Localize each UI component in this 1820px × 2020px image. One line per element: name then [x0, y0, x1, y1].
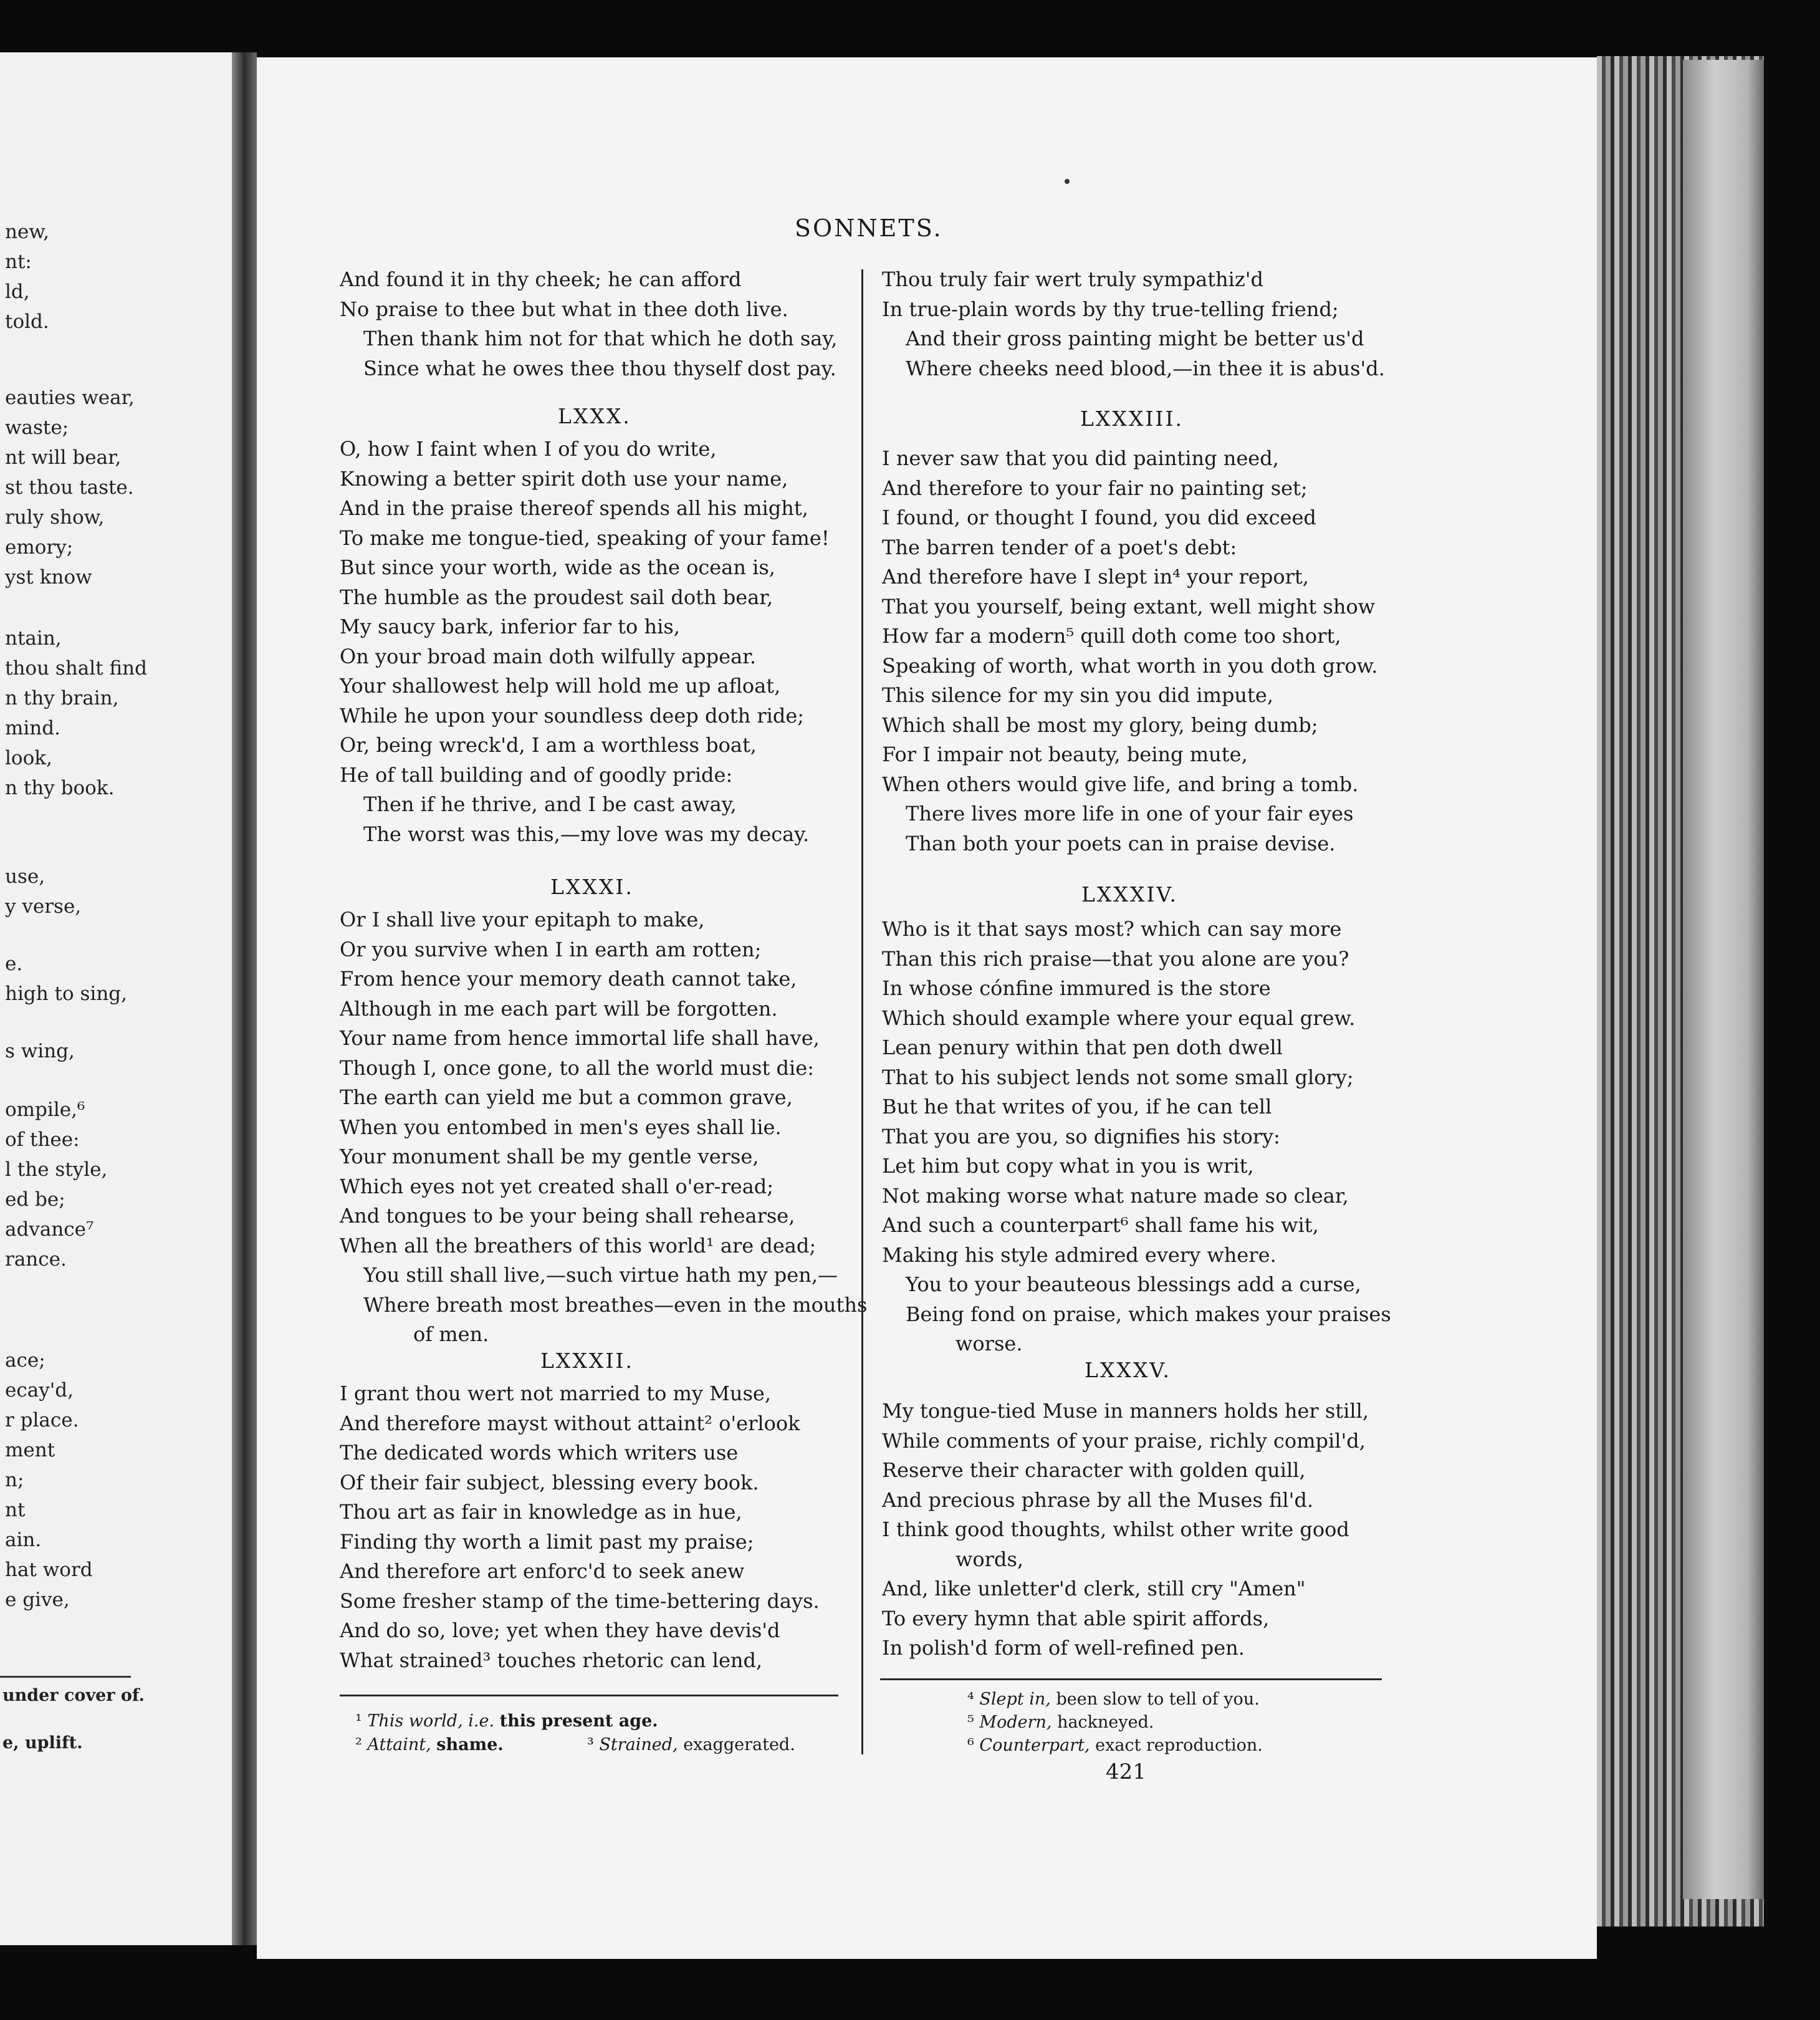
left-page-fragment: [0, 52, 232, 1945]
sonnet-81-line: Where breath most breathes—even in the mouths: [363, 1292, 868, 1317]
sonnet-84-line: You to your beauteous blessings add a curse,: [906, 1272, 1361, 1296]
left-page-line: yst know: [5, 566, 92, 589]
sonnet-80-line: Or, being wreck'd, I am a worthless boat,: [340, 733, 757, 757]
left-page-line: high to sing,: [5, 983, 128, 1005]
sonnet-81-line: Or I shall live your epitaph to make,: [340, 908, 705, 931]
sonnet-80-line: The worst was this,—my love was my decay.: [363, 822, 810, 846]
sonnet-81-line: You still shall live,—such virtue hath my pen,—: [363, 1263, 838, 1287]
sonnet-84-numeral: LXXXIV.: [1081, 882, 1178, 907]
ink-speck: [1065, 179, 1070, 184]
intro-line: Then thank him not for that which he doth say,: [363, 327, 838, 350]
sonnet-81-line: When you entombed in men's eyes shall lie.: [340, 1115, 782, 1139]
sonnet-83-line: I never saw that you did painting need,: [882, 446, 1279, 470]
footnote-1: ¹ This world, i.e. this present age.: [355, 1711, 658, 1731]
sonnet-85-numeral: LXXXV.: [1085, 1358, 1171, 1382]
sonnet-84-line: Than this rich praise—that you alone are you?: [882, 946, 1349, 971]
sonnet-83-line: How far a modern⁵ quill doth come too short,: [882, 624, 1341, 648]
sonnet-84-line: Let him but copy what in you is writ,: [882, 1154, 1254, 1178]
left-page-line: y verse,: [5, 895, 82, 918]
left-page-line: ed be;: [5, 1188, 65, 1211]
left-page-line: waste;: [5, 416, 69, 439]
left-page-line: ld,: [5, 281, 30, 303]
sonnet-81-line: The earth can yield me but a common grave,: [340, 1085, 793, 1109]
footnote-rule-left: [340, 1695, 838, 1696]
left-page-line: emory;: [5, 536, 74, 559]
sonnet-82-line: Finding thy worth a limit past my praise;: [340, 1529, 754, 1554]
sonnet-82-line: The dedicated words which writers use: [340, 1441, 739, 1464]
footnote-rule-right: [880, 1678, 1382, 1680]
left-page-line: new,: [5, 221, 50, 243]
sonnet-84-line: Who is it that says most? which can say more: [882, 917, 1342, 941]
footnote-3: ³ Strained, exaggerated.: [587, 1735, 795, 1754]
sonnet-83-numeral: LXXXIII.: [1080, 406, 1184, 431]
left-page-line: ace;: [5, 1349, 46, 1372]
sonnet-82-line: And therefore mayst without attaint² o'erlook: [340, 1411, 800, 1435]
left-page-line: n thy book.: [5, 777, 115, 799]
page-number: 421: [1106, 1759, 1146, 1784]
sonnet-82-line: I grant thou wert not married to my Muse,: [340, 1382, 772, 1405]
left-page-line: l the style,: [5, 1158, 108, 1181]
left-page-line: hat word: [5, 1559, 93, 1581]
sonnet-83-line: This silence for my sin you did impute,: [882, 683, 1273, 707]
sonnet-83-line: I found, or thought I found, you did exceed: [882, 506, 1316, 529]
left-page-line: s wing,: [5, 1040, 75, 1062]
sonnet-80-line: And in the praise thereof spends all his might,: [340, 496, 808, 520]
sonnet-83-line: And therefore have I slept in⁴ your report,: [882, 565, 1309, 589]
left-page-line: nt will bear,: [5, 446, 122, 469]
sonnet-81-line: From hence your memory death cannot take,: [340, 967, 797, 991]
left-page-line: nt: [5, 1499, 26, 1521]
left-page-line: e.: [5, 953, 23, 975]
sonnet-81-line: of men.: [413, 1322, 489, 1346]
sonnet-81-line: Which eyes not yet created shall o'er-read;: [340, 1174, 774, 1198]
left-page-line: advance⁷: [5, 1218, 94, 1241]
sonnet-80-line: He of tall building and of goodly pride:: [340, 762, 733, 787]
left-page-line: ruly show,: [5, 506, 105, 529]
left-page-line: st thou taste.: [5, 476, 134, 499]
left-page-line: use,: [5, 865, 46, 888]
left-page-line: nt:: [5, 251, 32, 273]
sonnet-85-line: And precious phrase by all the Muses fil'd.: [882, 1488, 1314, 1512]
sonnet-84-line: That you are you, so dignifies his story:: [882, 1124, 1280, 1148]
left-page-line: ntain,: [5, 627, 62, 650]
sonnet-83-line: Speaking of worth, what worth in you doth grow.: [882, 653, 1378, 678]
sonnet-81-line: And tongues to be your being shall rehearse,: [340, 1204, 795, 1228]
intro-line: Since what he owes thee thou thyself dost pay.: [363, 356, 836, 380]
sonnet-82-line: Some fresher stamp of the time-bettering days.: [340, 1589, 820, 1613]
sonnet-85-line: My tongue-tied Muse in manners holds her still,: [882, 1399, 1369, 1423]
footnote-4: ⁴ Slept in, been slow to tell of you.: [967, 1690, 1260, 1709]
sonnet-81-line: Your monument shall be my gentle verse,: [340, 1145, 759, 1168]
sonnet-83-line: For I impair not beauty, being mute,: [882, 743, 1248, 766]
left-page-line: ment: [5, 1439, 55, 1461]
sonnet-80-line: Your shallowest help will hold me up afloat,: [340, 674, 781, 698]
sonnet-82-line: And therefore art enforc'd to seek anew: [340, 1559, 745, 1583]
left-page-line: look,: [5, 747, 52, 769]
left-page-line: r place.: [5, 1409, 79, 1431]
sonnet-83-line: There lives more life in one of your fair eyes: [906, 802, 1354, 825]
sonnet-80-line: While he upon your soundless deep doth ride;: [340, 703, 805, 728]
sonnet-80-line: On your broad main doth wilfully appear.: [340, 644, 757, 668]
intro-line: Thou truly fair wert truly sympathiz'd: [882, 267, 1264, 291]
left-page-footnote: e, uplift.: [2, 1733, 83, 1753]
sonnet-83-line: Than both your poets can in praise devise.: [906, 831, 1336, 855]
book-gutter: [232, 52, 257, 1945]
sonnet-83-line: Which shall be most my glory, being dumb;: [882, 713, 1318, 737]
sonnet-84-line: Making his style admired every where.: [882, 1243, 1276, 1267]
left-page-line: of thee:: [5, 1128, 80, 1151]
footnote-2: ² Attaint, shame.: [355, 1735, 504, 1754]
left-page-line: thou shalt find: [5, 657, 147, 680]
sonnet-81-line: Although in me each part will be forgotten.: [340, 996, 778, 1021]
intro-line: In true-plain words by thy true-telling friend;: [882, 297, 1339, 321]
sonnet-83-line: And therefore to your fair no painting set;: [882, 476, 1308, 500]
left-page-line: told.: [5, 310, 49, 333]
footnote-5: ⁵ Modern, hackneyed.: [967, 1713, 1154, 1732]
left-page-line: eauties wear,: [5, 387, 135, 409]
sonnet-84-line: That to his subject lends not some small glory;: [882, 1065, 1354, 1089]
left-page-line: e give,: [5, 1589, 70, 1611]
sonnet-85-line: And, like unletter'd clerk, still cry "Amen": [882, 1577, 1306, 1600]
running-head: SONNETS.: [795, 214, 943, 242]
intro-line: And their gross painting might be better us'd: [906, 327, 1364, 350]
book-cover-edge: [1683, 60, 1764, 1899]
sonnet-85-line: To every hymn that able spirit affords,: [882, 1606, 1270, 1630]
sonnet-83-line: When others would give life, and bring a tomb.: [882, 772, 1359, 796]
sonnet-80-line: But since your worth, wide as the ocean is,: [340, 556, 775, 579]
sonnet-84-line: Which should example where your equal grew.: [882, 1006, 1356, 1030]
intro-line: Where cheeks need blood,—in thee it is abus'd.: [906, 356, 1385, 380]
left-page-line: ecay'd,: [5, 1379, 74, 1402]
sonnet-80-numeral: LXXX.: [558, 404, 631, 428]
sonnet-82-line: What strained³ touches rhetoric can lend,: [340, 1648, 763, 1672]
left-page-line: ompile,⁶: [5, 1099, 85, 1121]
sonnet-84-line: worse.: [956, 1332, 1023, 1355]
sonnet-85-line: I think good thoughts, whilst other write good: [882, 1517, 1349, 1541]
left-page-line: n;: [5, 1469, 24, 1491]
sonnet-85-line: words,: [956, 1547, 1024, 1571]
sonnet-80-line: O, how I faint when I of you do write,: [340, 437, 717, 461]
left-page-footnote-rule: [0, 1676, 131, 1678]
sonnet-83-line: The barren tender of a poet's debt:: [882, 535, 1237, 559]
left-page-line: mind.: [5, 717, 60, 739]
sonnet-81-line: Or you survive when I in earth am rotten;: [340, 937, 762, 961]
sonnet-85-line: In polish'd form of well-refined pen.: [882, 1636, 1245, 1660]
sonnet-84-line: Not making worse what nature made so clear,: [882, 1183, 1349, 1208]
sonnet-81-line: When all the breathers of this world¹ are dead;: [340, 1233, 817, 1258]
sonnet-84-line: And such a counterpart⁶ shall fame his wit,: [882, 1213, 1319, 1237]
intro-line: No praise to thee but what in thee doth live.: [340, 297, 788, 321]
sonnet-85-line: Reserve their character with golden quill,: [882, 1458, 1306, 1482]
sonnet-80-line: To make me tongue-tied, speaking of your fame!: [340, 526, 830, 550]
sonnet-81-line: Your name from hence immortal life shall have,: [340, 1026, 820, 1050]
left-page-line: ain.: [5, 1529, 42, 1551]
sonnet-84-line: Being fond on praise, which makes your praises: [906, 1302, 1391, 1326]
intro-line: And found it in thy cheek; he can afford: [340, 267, 742, 291]
sonnet-84-line: In whose cónfine immured is the store: [882, 976, 1271, 1000]
left-page-footnote: under cover of.: [2, 1686, 145, 1705]
sonnet-80-line: The humble as the proudest sail doth bear,: [340, 585, 774, 609]
sonnet-82-line: Of their fair subject, blessing every book.: [340, 1470, 759, 1494]
sonnet-80-line: Then if he thrive, and I be cast away,: [363, 792, 737, 816]
sonnet-83-line: That you yourself, being extant, well might show: [882, 594, 1376, 618]
sonnet-84-line: But he that writes of you, if he can tell: [882, 1095, 1272, 1118]
sonnet-80-line: Knowing a better spirit doth use your name,: [340, 466, 788, 491]
sonnet-81-numeral: LXXXI.: [550, 875, 634, 899]
sonnet-81-line: Though I, once gone, to all the world must die:: [340, 1056, 814, 1080]
sonnet-85-line: While comments of your praise, richly compil'd,: [882, 1428, 1366, 1453]
sonnet-82-numeral: LXXXII.: [540, 1349, 634, 1373]
left-page-line: rance.: [5, 1248, 67, 1271]
sonnet-82-line: And do so, love; yet when they have devis'd: [340, 1618, 780, 1642]
column-divider: [861, 269, 863, 1754]
sonnet-84-line: Lean penury within that pen doth dwell: [882, 1036, 1283, 1059]
footnote-6: ⁶ Counterpart, exact reproduction.: [967, 1736, 1263, 1755]
sonnet-82-line: Thou art as fair in knowledge as in hue,: [340, 1500, 742, 1524]
sonnet-80-line: My saucy bark, inferior far to his,: [340, 615, 680, 638]
left-page-line: n thy brain,: [5, 687, 119, 709]
